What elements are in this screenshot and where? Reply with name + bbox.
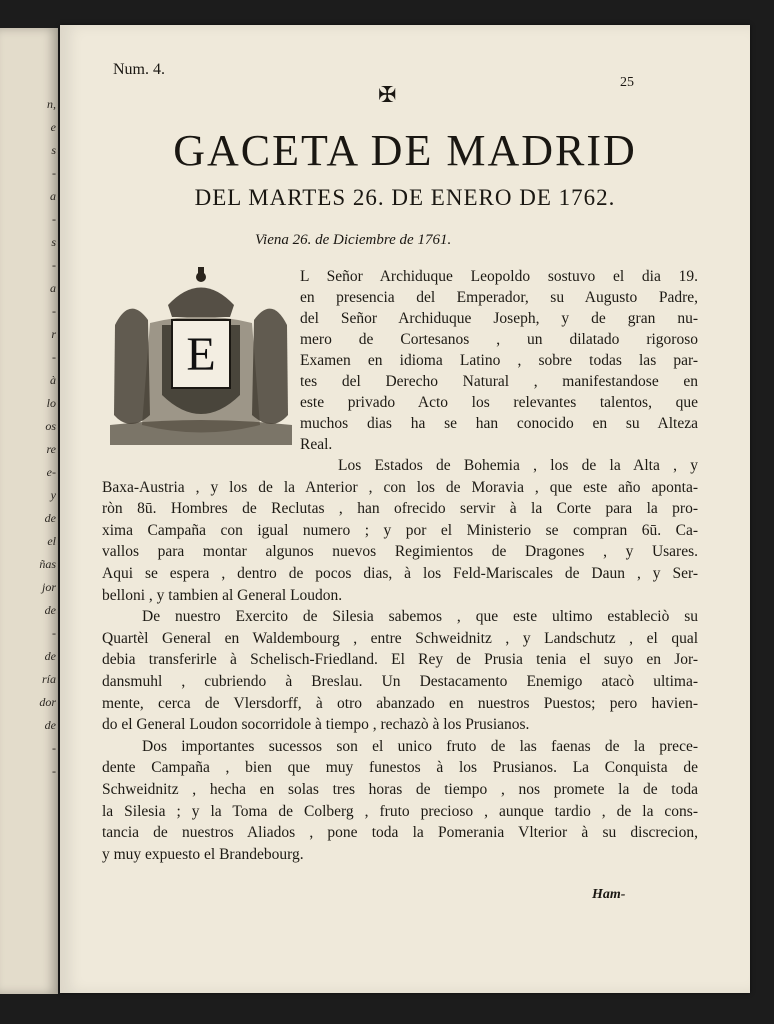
- article-text-line: dente Campaña , bien que muy funestos à los Prusianos. La Conquista de: [102, 759, 698, 777]
- article-text-line: tes del Derecho Natural , manifestandose en: [300, 373, 698, 390]
- facing-page-fragment: e: [50, 120, 56, 134]
- facing-page-fragment: ñas: [39, 557, 56, 571]
- facing-page-fragment: de: [44, 649, 56, 663]
- facing-page-fragment: jor: [41, 580, 56, 594]
- facing-page-fragment: e-: [46, 465, 56, 479]
- article-text-line: ròn 8ū. Hombres de Reclutas , han ofrecido servir à la Corte para la pro-: [102, 500, 698, 518]
- facing-page-fragment: de: [44, 718, 56, 732]
- facing-page-fragment: s: [51, 143, 56, 157]
- article-text-line: Examen en idioma Latino , sobre todas las par-: [300, 352, 698, 369]
- facing-page-fragment: -: [52, 741, 56, 755]
- article-text-line: Baxa-Austria , y los de la Anterior , con los de Moravia , que este año aponta-: [102, 478, 698, 496]
- article-text-line: del Señor Archiduque Joseph, y de gran nu-: [300, 310, 698, 327]
- article-text-line: L Señor Archiduque Leopoldo sostuvo el dia 19.: [300, 268, 698, 285]
- facing-page-fragment: re: [46, 442, 56, 456]
- issue-number: Num. 4.: [113, 61, 165, 78]
- article-text-line: belloni , y tambien al General Loudon.: [102, 586, 343, 604]
- article-text-line: este privado Acto los relevantes talentos, que: [300, 394, 698, 411]
- facing-page-fragment: os: [45, 419, 56, 433]
- article-text-line: Real.: [300, 436, 333, 453]
- article-text-line: Los Estados de Bohemia , los de la Alta , y: [338, 457, 698, 474]
- masthead-title: GACETA DE MADRID: [173, 126, 637, 175]
- facing-page-fragment: -: [52, 626, 56, 640]
- article-text-line: De nuestro Exercito de Silesia sabemos , que este ultimo estableciò su: [142, 608, 698, 626]
- article-text-line: debia transferirle à Schelisch-Friedland. El Rey de Prusia tenia el suyo en Jor-: [102, 651, 698, 669]
- facing-page-fragment: à: [50, 373, 56, 387]
- initial-letter: E: [186, 328, 216, 381]
- facing-page-fragment: -: [52, 350, 56, 364]
- facing-page-fragment: -: [52, 212, 56, 226]
- article-text-line: muchos dias ha se han conocido en su Alteza: [300, 415, 698, 432]
- facing-page-fragment: de: [44, 511, 56, 525]
- article-text-line: Quartèl General en Waldembourg , entre Schweidnitz , y Landschutz , el qual: [102, 629, 698, 647]
- dateline: Viena 26. de Diciembre de 1761.: [255, 232, 452, 248]
- article-text-line: tancia de nuestros Aliados , pone toda la Pomerania Vlterior à su discrecion,: [102, 824, 698, 842]
- facing-page-fragment: n,: [47, 97, 56, 111]
- article-text-line: dansmuhl , cubriendo à Breslau. Un Destacamento Enemigo atacò ultima-: [102, 673, 698, 690]
- facing-page-fragment: -: [52, 764, 56, 778]
- catchword: Ham-: [592, 887, 626, 902]
- newspaper-page: [60, 25, 750, 993]
- facing-page-fragment: -: [52, 258, 56, 272]
- facing-page-fragment: y: [50, 488, 56, 502]
- article-text-line: Dos importantes sucessos son el unico fruto de las faenas de la prece-: [142, 737, 698, 755]
- facing-page-edge: [0, 28, 58, 994]
- article-text-line: mero de Cortesanos , un dilatado rigoroso: [300, 331, 698, 348]
- facing-page-fragment: el: [47, 534, 56, 548]
- facing-page-fragment: r: [51, 327, 56, 341]
- article-text-line: mente, cerca de Vlersdorff, à otro abanzado en nuestros Puestos; pero havien-: [102, 694, 698, 712]
- article-text-line: Aqui se espera , dentro de pocos dias, à los Feld-Mariscales de Daun , y Ser-: [102, 565, 698, 582]
- facing-page-fragment: dor: [39, 695, 56, 709]
- facing-page-fragment: -: [52, 304, 56, 318]
- article-text-line: Schweidnitz , hecha en solas tres horas de tiempo , nos promete la de toda: [102, 781, 698, 798]
- article-text-line: do el General Loudon socorridole à tiempo , rechazò à los Prusianos.: [102, 716, 530, 734]
- issue-date-heading: DEL MARTES 26. DE ENERO DE 1762.: [194, 185, 616, 210]
- page-number: 25: [620, 75, 634, 90]
- facing-page-fragment: lo: [46, 396, 56, 410]
- facing-page-fragment: ría: [41, 672, 56, 686]
- article-text-line: y muy expuesto el Brandebourg.: [102, 845, 304, 863]
- article-text-line: la Silesia ; y la Toma de Colberg , fruto precioso , aunque tardio , de la cons-: [102, 802, 698, 820]
- cross-ornament-icon: ✠: [378, 83, 397, 108]
- facing-page-fragment: a: [50, 189, 56, 203]
- article-text-line: vallos para montar algunos nuevos Regimientos de Dragones , y Usares.: [102, 543, 698, 561]
- article-text-line: en presencia del Emperador, su Augusto Padre,: [300, 289, 698, 306]
- facing-page-fragment: -: [52, 166, 56, 180]
- decorated-initial: [110, 265, 292, 445]
- facing-page-fragment: s: [51, 235, 56, 249]
- article-text-line: xima Campaña con igual numero ; y por el Ministerio se compran 6ū. Ca-: [102, 521, 698, 539]
- facing-page-fragment: a: [50, 281, 56, 295]
- facing-page-fragment: de: [44, 603, 56, 617]
